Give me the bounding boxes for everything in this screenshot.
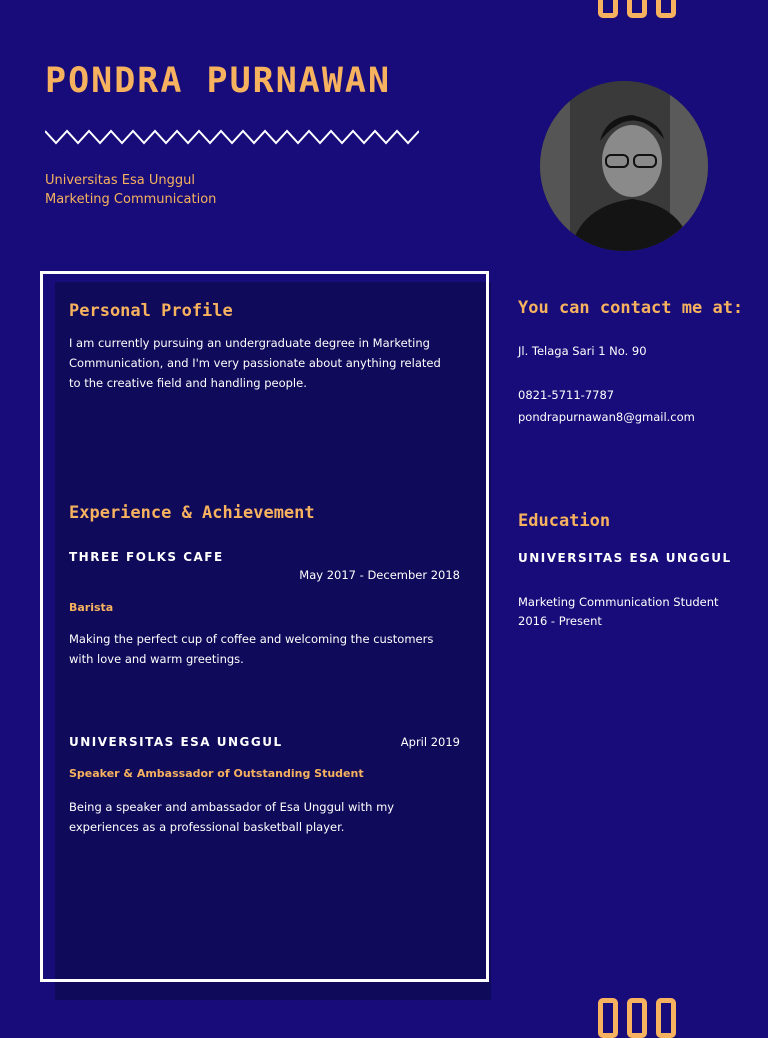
description-line: experiences as a professional basketball player. — [69, 820, 345, 834]
profile-line: to the creative field and handling people. — [69, 376, 307, 390]
decorative-boxes-bottom — [598, 998, 676, 1038]
profile-photo — [540, 81, 708, 251]
name-heading: PONDRA PURNAWAN — [45, 61, 392, 101]
contact-address: Jl. Telaga Sari 1 No. 90 — [518, 344, 647, 358]
experience-description — [69, 797, 394, 837]
contact-email: pondrapurnawan8@gmail.com — [518, 410, 695, 424]
decorative-box — [598, 0, 618, 18]
experience-org: THREE FOLKS CAFE — [69, 550, 224, 564]
description-line: Being a speaker and ambassador of Esa Unggul with my — [69, 800, 395, 814]
decorative-boxes-top — [598, 0, 676, 18]
experience-title: Experience & Achievement — [69, 503, 315, 523]
decorative-box — [656, 0, 676, 18]
person-silhouette-icon — [540, 81, 708, 251]
personal-profile-title: Personal Profile — [69, 301, 233, 321]
decorative-box — [598, 998, 618, 1038]
education-title: Education — [518, 511, 611, 531]
decorative-box — [656, 998, 676, 1038]
description-line: with love and warm greetings. — [69, 652, 244, 666]
experience-role: Speaker & Ambassador of Outstanding Student — [69, 767, 364, 780]
education-years: 2016 - Present — [518, 614, 602, 628]
description-line: Making the perfect cup of coffee and welcoming the customers — [69, 632, 434, 646]
experience-date: May 2017 - December 2018 — [299, 568, 460, 582]
experience-date: April 2019 — [400, 735, 460, 749]
university-name: Universitas Esa Unggul — [45, 173, 195, 188]
zigzag-divider — [45, 128, 419, 148]
experience-description — [69, 629, 433, 669]
experience-role: Barista — [69, 601, 114, 614]
experience-org: UNIVERSITAS ESA UNGGUL — [69, 735, 283, 749]
education-school: UNIVERSITAS ESA UNGGUL — [518, 551, 732, 565]
decorative-box — [627, 998, 647, 1038]
profile-text — [69, 333, 441, 393]
education-degree: Marketing Communication Student — [518, 595, 719, 609]
program-name: Marketing Communication — [45, 192, 217, 207]
decorative-box — [627, 0, 647, 18]
profile-line: Communication, and I'm very passionate about anything related — [69, 356, 441, 370]
profile-line: I am currently pursuing an undergraduate degree in Marketing — [69, 336, 430, 350]
contact-title: You can contact me at: — [518, 298, 744, 318]
contact-phone: 0821-5711-7787 — [518, 388, 615, 402]
